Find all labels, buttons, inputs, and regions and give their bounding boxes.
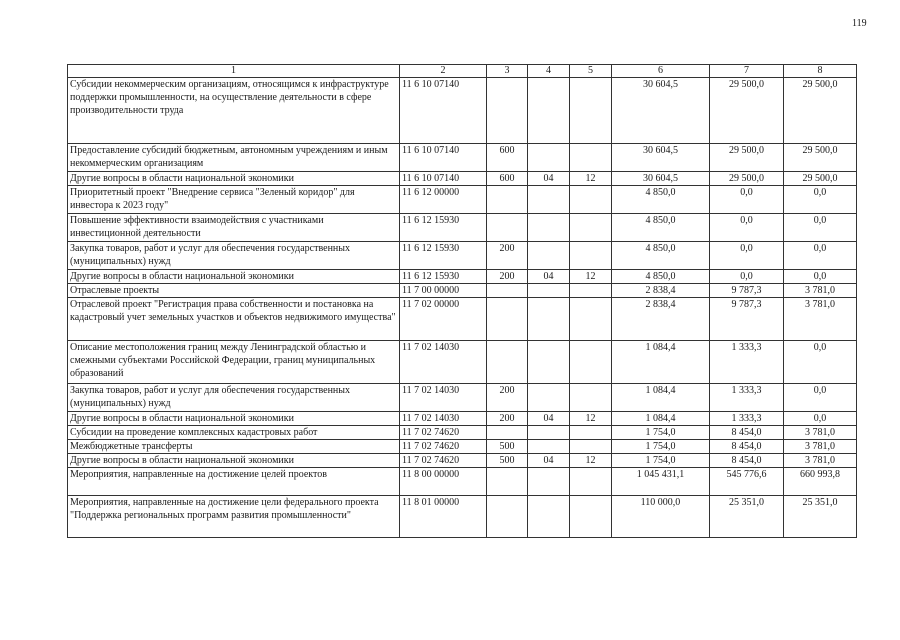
row-code-cell: 11 8 01 00000 xyxy=(400,496,487,538)
row-rz-cell: 04 xyxy=(528,454,570,468)
row-amount-2-cell: 8 454,0 xyxy=(710,426,784,440)
row-amount-3-cell: 29 500,0 xyxy=(784,144,857,172)
row-amount-3-cell: 0,0 xyxy=(784,270,857,284)
row-amount-3-cell: 0,0 xyxy=(784,214,857,242)
table-row xyxy=(68,298,857,341)
header-cell: 2 xyxy=(400,65,487,78)
row-vr-cell: 200 xyxy=(487,270,528,284)
row-vr-cell xyxy=(487,298,528,341)
row-amount-3-cell: 3 781,0 xyxy=(784,440,857,454)
row-amount-3-cell: 3 781,0 xyxy=(784,426,857,440)
row-amount-1-cell: 110 000,0 xyxy=(612,496,710,538)
header-cell: 1 xyxy=(68,65,400,78)
header-row xyxy=(68,65,857,78)
row-amount-2-cell: 1 333,3 xyxy=(710,341,784,384)
row-vr-cell: 600 xyxy=(487,144,528,172)
row-vr-cell xyxy=(487,426,528,440)
row-amount-2-cell: 1 333,3 xyxy=(710,384,784,412)
row-rz-cell xyxy=(528,341,570,384)
row-code-cell: 11 7 02 74620 xyxy=(400,454,487,468)
row-rz-cell xyxy=(528,186,570,214)
row-vr-cell xyxy=(487,341,528,384)
budget-table xyxy=(67,64,857,538)
row-amount-3-cell: 0,0 xyxy=(784,186,857,214)
row-name-cell: Закупка товаров, работ и услуг для обеспечения государственных (муниципальных) нужд xyxy=(68,384,400,412)
row-amount-3-cell: 3 781,0 xyxy=(784,284,857,298)
row-rz-cell xyxy=(528,426,570,440)
row-amount-3-cell: 25 351,0 xyxy=(784,496,857,538)
table-row xyxy=(68,426,857,440)
row-name-cell: Повышение эффективности взаимодействия с участниками инвестиционной деятельности xyxy=(68,214,400,242)
row-amount-1-cell: 1 045 431,1 xyxy=(612,468,710,496)
row-vr-cell xyxy=(487,186,528,214)
row-amount-1-cell: 30 604,5 xyxy=(612,144,710,172)
row-name-cell: Закупка товаров, работ и услуг для обеспечения государственных (муниципальных) нужд xyxy=(68,242,400,270)
row-rz-cell: 04 xyxy=(528,412,570,426)
row-rz-cell xyxy=(528,242,570,270)
row-code-cell: 11 6 10 07140 xyxy=(400,78,487,144)
row-pr-cell xyxy=(570,468,612,496)
row-amount-1-cell: 30 604,5 xyxy=(612,172,710,186)
row-amount-3-cell: 3 781,0 xyxy=(784,454,857,468)
row-amount-2-cell: 9 787,3 xyxy=(710,298,784,341)
row-code-cell: 11 7 00 00000 xyxy=(400,284,487,298)
row-name-cell: Мероприятия, направленные на достижение цели федерального проекта "Поддержка региональных программ развития промышленности" xyxy=(68,496,400,538)
row-code-cell: 11 7 02 00000 xyxy=(400,298,487,341)
row-vr-cell: 500 xyxy=(487,440,528,454)
row-amount-1-cell: 4 850,0 xyxy=(612,214,710,242)
row-code-cell: 11 7 02 74620 xyxy=(400,440,487,454)
row-vr-cell xyxy=(487,284,528,298)
row-amount-1-cell: 1 754,0 xyxy=(612,454,710,468)
header-cell: 3 xyxy=(487,65,528,78)
row-pr-cell: 12 xyxy=(570,270,612,284)
row-name-cell: Предоставление субсидий бюджетным, автономным учреждениям и иным некоммерческим организациям xyxy=(68,144,400,172)
row-pr-cell: 12 xyxy=(570,412,612,426)
row-code-cell: 11 7 02 14030 xyxy=(400,384,487,412)
row-pr-cell xyxy=(570,284,612,298)
row-name-cell: Отраслевые проекты xyxy=(68,284,400,298)
row-rz-cell xyxy=(528,284,570,298)
header-cell: 4 xyxy=(528,65,570,78)
table-row xyxy=(68,270,857,284)
row-pr-cell xyxy=(570,298,612,341)
page-number: 119 xyxy=(852,18,867,29)
row-amount-3-cell: 0,0 xyxy=(784,242,857,270)
row-amount-1-cell: 4 850,0 xyxy=(612,242,710,270)
row-rz-cell: 04 xyxy=(528,172,570,186)
table-row xyxy=(68,242,857,270)
row-amount-2-cell: 545 776,6 xyxy=(710,468,784,496)
row-amount-2-cell: 0,0 xyxy=(710,270,784,284)
row-name-cell: Отраслевой проект "Регистрация права собственности и постановка на кадастровый учет земельных участков и объектов недвижимого имущества" xyxy=(68,298,400,341)
row-code-cell: 11 6 12 15930 xyxy=(400,214,487,242)
row-pr-cell: 12 xyxy=(570,454,612,468)
row-name-cell: Другие вопросы в области национальной экономики xyxy=(68,454,400,468)
row-amount-1-cell: 1 754,0 xyxy=(612,440,710,454)
row-name-cell: Другие вопросы в области национальной экономики xyxy=(68,412,400,426)
row-rz-cell xyxy=(528,298,570,341)
table-row xyxy=(68,341,857,384)
row-rz-cell xyxy=(528,144,570,172)
row-code-cell: 11 6 12 15930 xyxy=(400,270,487,284)
row-rz-cell: 04 xyxy=(528,270,570,284)
row-rz-cell xyxy=(528,496,570,538)
row-amount-1-cell: 1 754,0 xyxy=(612,426,710,440)
table-row xyxy=(68,186,857,214)
table-row xyxy=(68,78,857,144)
row-amount-2-cell: 29 500,0 xyxy=(710,144,784,172)
row-code-cell: 11 7 02 14030 xyxy=(400,341,487,384)
header-cell: 7 xyxy=(710,65,784,78)
row-pr-cell xyxy=(570,341,612,384)
row-amount-2-cell: 0,0 xyxy=(710,214,784,242)
row-code-cell: 11 8 00 00000 xyxy=(400,468,487,496)
table-row xyxy=(68,144,857,172)
row-amount-2-cell: 0,0 xyxy=(710,242,784,270)
row-amount-1-cell: 2 838,4 xyxy=(612,298,710,341)
row-code-cell: 11 7 02 14030 xyxy=(400,412,487,426)
table-row xyxy=(68,440,857,454)
row-vr-cell: 600 xyxy=(487,172,528,186)
row-amount-2-cell: 0,0 xyxy=(710,186,784,214)
row-amount-1-cell: 2 838,4 xyxy=(612,284,710,298)
table-row xyxy=(68,172,857,186)
row-pr-cell xyxy=(570,186,612,214)
row-amount-1-cell: 30 604,5 xyxy=(612,78,710,144)
table-row xyxy=(68,384,857,412)
row-amount-3-cell: 29 500,0 xyxy=(784,172,857,186)
row-pr-cell xyxy=(570,78,612,144)
row-amount-2-cell: 1 333,3 xyxy=(710,412,784,426)
row-amount-1-cell: 1 084,4 xyxy=(612,341,710,384)
row-amount-3-cell: 660 993,8 xyxy=(784,468,857,496)
row-amount-3-cell: 0,0 xyxy=(784,384,857,412)
row-amount-2-cell: 8 454,0 xyxy=(710,454,784,468)
row-rz-cell xyxy=(528,214,570,242)
row-code-cell: 11 6 12 15930 xyxy=(400,242,487,270)
table-row xyxy=(68,454,857,468)
row-name-cell: Мероприятия, направленные на достижение целей проектов xyxy=(68,468,400,496)
row-pr-cell xyxy=(570,496,612,538)
row-rz-cell xyxy=(528,468,570,496)
table-row xyxy=(68,468,857,496)
row-name-cell: Субсидии некоммерческим организациям, относящимся к инфраструктуре поддержки промышленности, на осуществление деятельности в сфере производительности труда xyxy=(68,78,400,144)
row-pr-cell xyxy=(570,214,612,242)
row-vr-cell: 200 xyxy=(487,412,528,426)
row-amount-3-cell: 0,0 xyxy=(784,412,857,426)
row-amount-2-cell: 29 500,0 xyxy=(710,172,784,186)
table-row xyxy=(68,412,857,426)
row-name-cell: Субсидии на проведение комплексных кадастровых работ xyxy=(68,426,400,440)
row-code-cell: 11 6 12 00000 xyxy=(400,186,487,214)
row-amount-2-cell: 29 500,0 xyxy=(710,78,784,144)
table-row xyxy=(68,214,857,242)
row-pr-cell xyxy=(570,440,612,454)
row-vr-cell xyxy=(487,214,528,242)
row-name-cell: Другие вопросы в области национальной экономики xyxy=(68,270,400,284)
row-code-cell: 11 7 02 74620 xyxy=(400,426,487,440)
row-amount-2-cell: 8 454,0 xyxy=(710,440,784,454)
row-code-cell: 11 6 10 07140 xyxy=(400,144,487,172)
row-amount-1-cell: 1 084,4 xyxy=(612,384,710,412)
row-vr-cell xyxy=(487,496,528,538)
row-amount-3-cell: 0,0 xyxy=(784,341,857,384)
row-amount-1-cell: 4 850,0 xyxy=(612,270,710,284)
table-row xyxy=(68,496,857,538)
row-amount-3-cell: 3 781,0 xyxy=(784,298,857,341)
row-pr-cell xyxy=(570,426,612,440)
row-name-cell: Описание местоположения границ между Ленинградской областью и смежными субъектами Российской Федерации, границ муниципальных образований xyxy=(68,341,400,384)
row-amount-2-cell: 9 787,3 xyxy=(710,284,784,298)
row-vr-cell: 500 xyxy=(487,454,528,468)
row-vr-cell: 200 xyxy=(487,384,528,412)
row-pr-cell xyxy=(570,242,612,270)
row-rz-cell xyxy=(528,384,570,412)
row-rz-cell xyxy=(528,78,570,144)
row-name-cell: Другие вопросы в области национальной экономики xyxy=(68,172,400,186)
header-cell: 8 xyxy=(784,65,857,78)
row-pr-cell xyxy=(570,384,612,412)
row-vr-cell: 200 xyxy=(487,242,528,270)
row-vr-cell xyxy=(487,78,528,144)
row-name-cell: Межбюджетные трансферты xyxy=(68,440,400,454)
row-vr-cell xyxy=(487,468,528,496)
row-code-cell: 11 6 10 07140 xyxy=(400,172,487,186)
row-amount-1-cell: 1 084,4 xyxy=(612,412,710,426)
header-cell: 5 xyxy=(570,65,612,78)
row-rz-cell xyxy=(528,440,570,454)
row-pr-cell xyxy=(570,144,612,172)
row-pr-cell: 12 xyxy=(570,172,612,186)
table-row xyxy=(68,284,857,298)
header-cell: 6 xyxy=(612,65,710,78)
row-amount-2-cell: 25 351,0 xyxy=(710,496,784,538)
row-amount-3-cell: 29 500,0 xyxy=(784,78,857,144)
row-name-cell: Приоритетный проект "Внедрение сервиса "Зеленый коридор" для инвестора к 2023 году" xyxy=(68,186,400,214)
row-amount-1-cell: 4 850,0 xyxy=(612,186,710,214)
